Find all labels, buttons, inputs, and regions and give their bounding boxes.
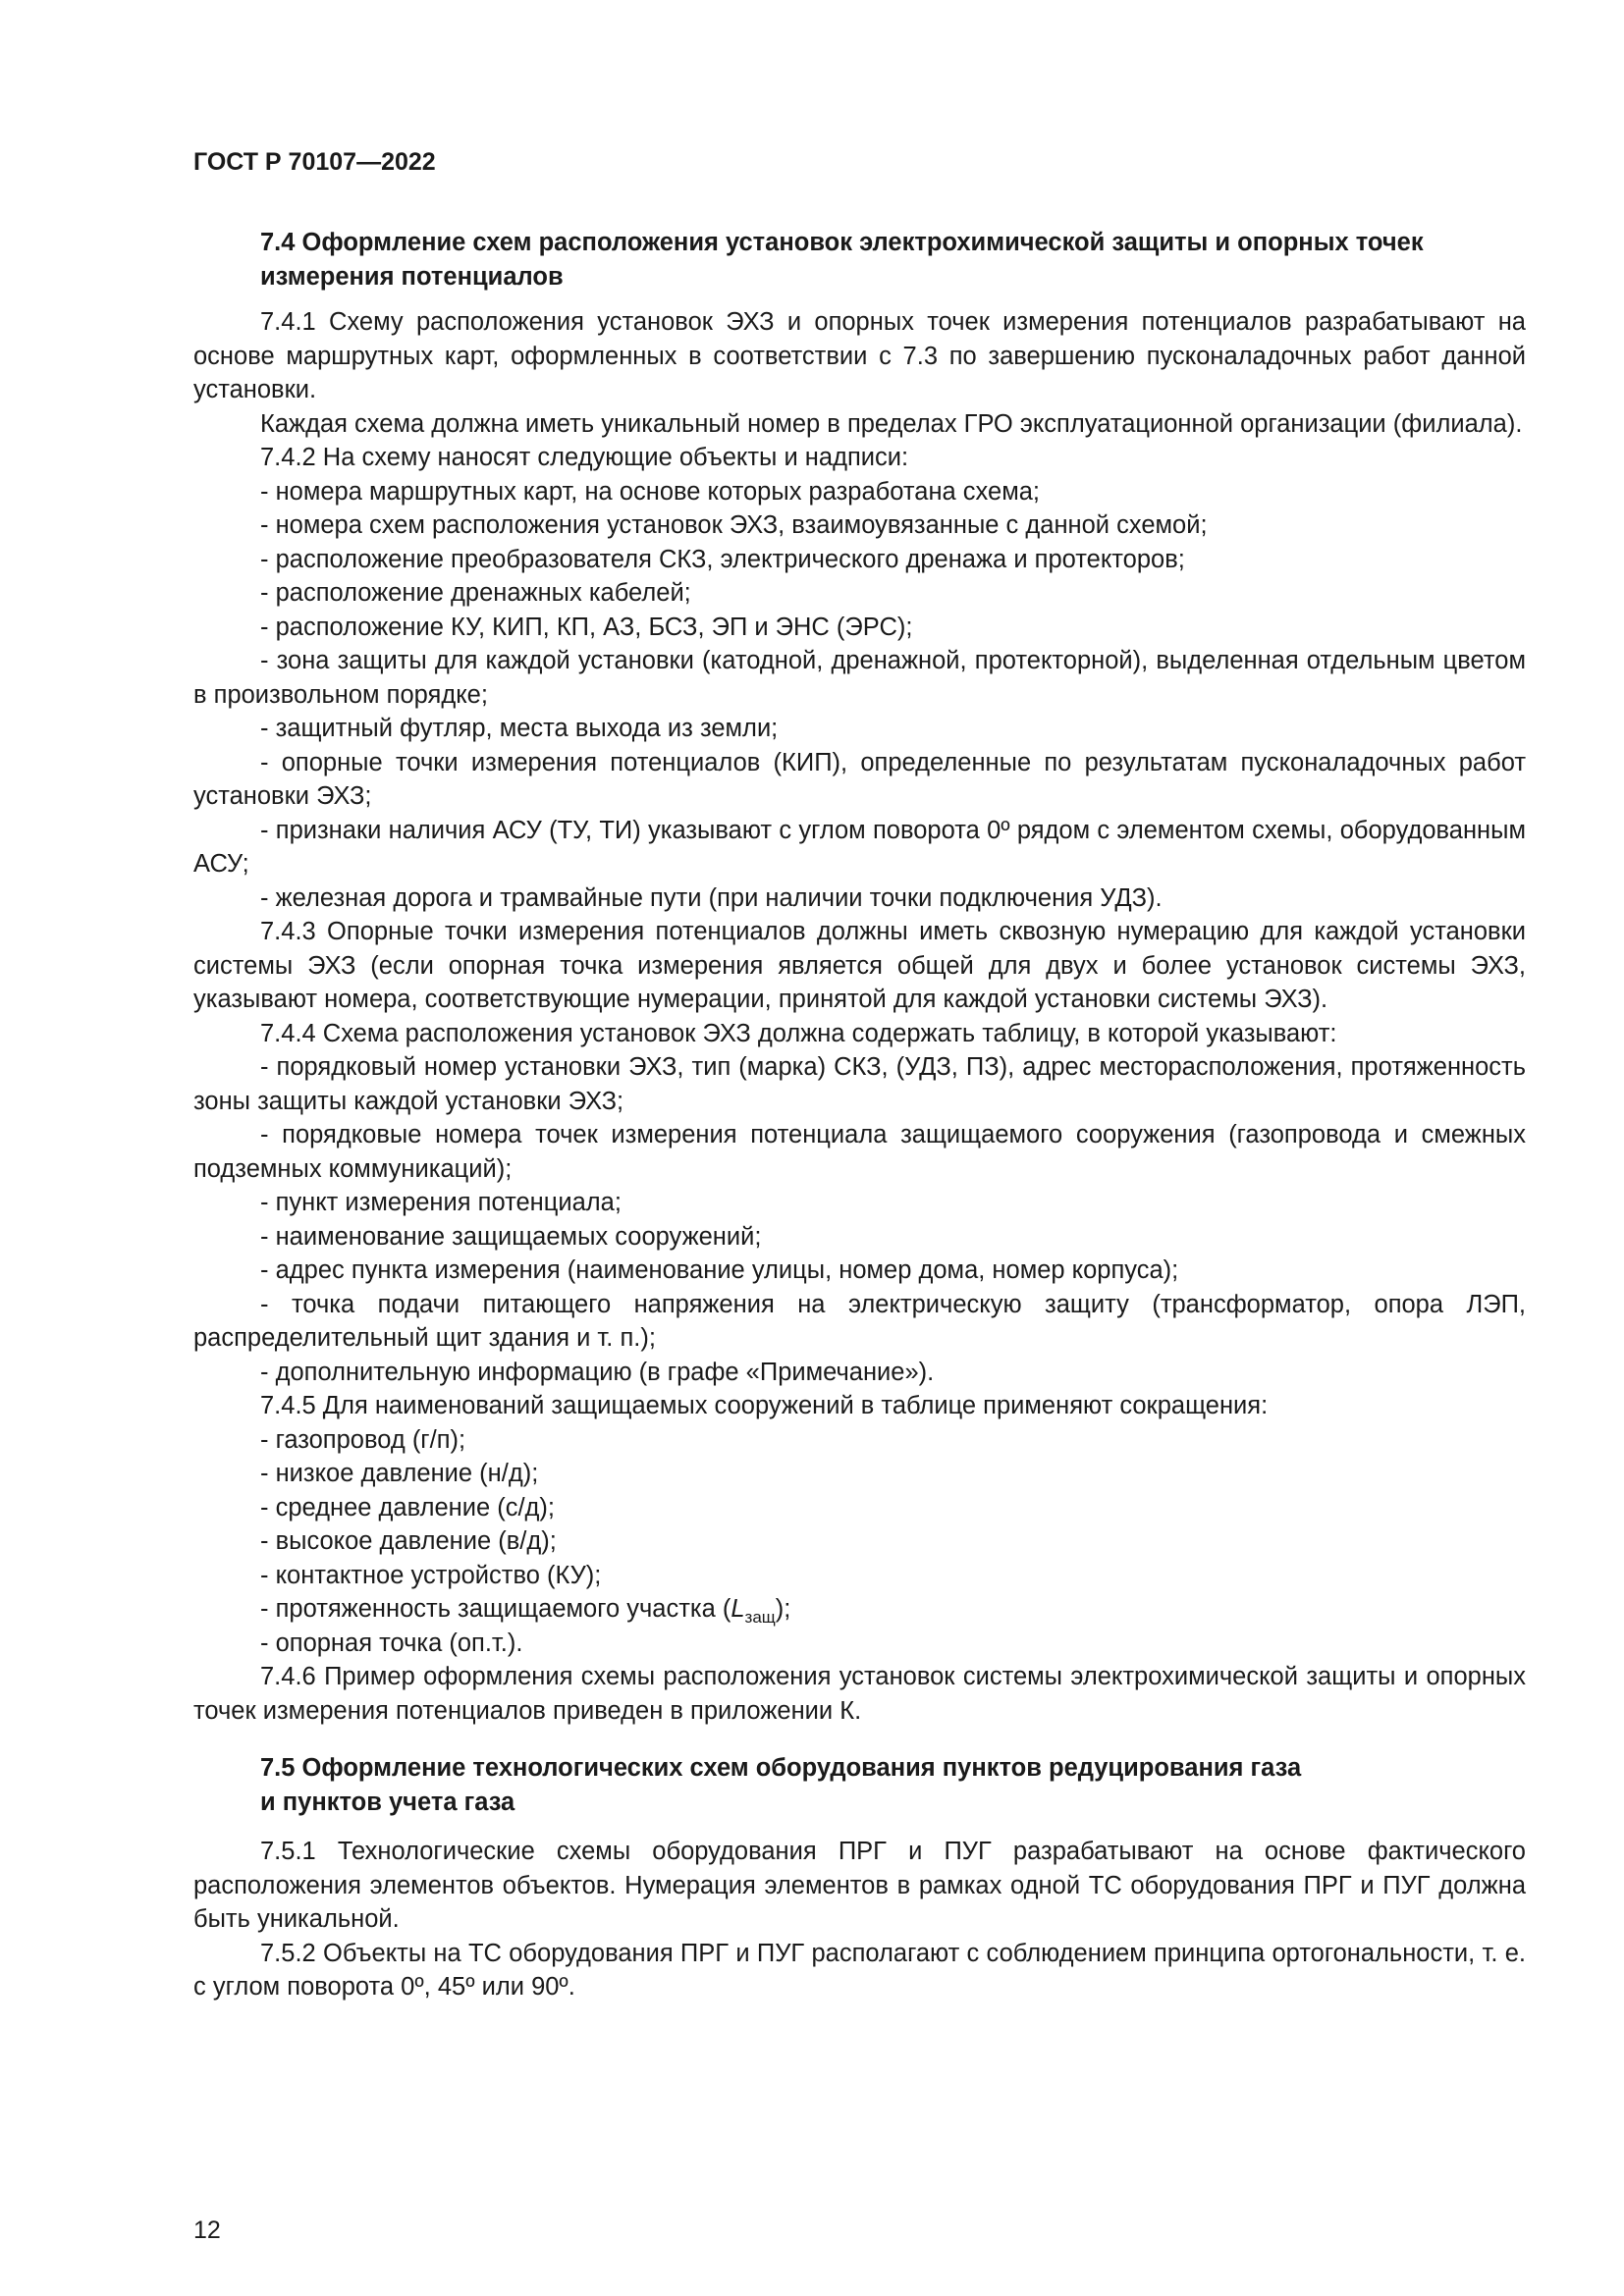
paragraph: Каждая схема должна иметь уникальный номер в пределах ГРО эксплуатационной организации (филиала).	[260, 409, 1523, 438]
paragraph: 7.4.3 Опорные точки измерения потенциалов должны иметь сквозную нумерацию для каждой установки системы ЭХЗ (если опорная точка измерения является общей для двух и более установок системы ЭХЗ, указывают номера, соответствующие нумерации, принятой для каждой установки системы ЭХЗ).	[193, 918, 1526, 1013]
length-item-suffix: );	[775, 1595, 791, 1623]
paragraph: 7.5.1 Технологические схемы оборудования ПРГ и ПУГ разрабатывают на основе фактического расположения элементов объектов. Нумерация элементов в рамках одной ТС оборудования ПРГ и ПУГ должна быть уникальной.	[193, 1838, 1526, 1933]
list-item-length	[193, 1592, 1526, 1627]
list-item: - номера схем расположения установок ЭХЗ, взаимоувязанные с данной схемой;	[260, 511, 1208, 539]
paragraph: 7.5.2 Объекты на ТС оборудования ПРГ и ПУГ располагают с соблюдением принципа ортогональности, т. е. с углом поворота 0º, 45º или 90º.	[193, 1939, 1526, 2001]
section-7-5-title-line1: 7.5 Оформление технологических схем оборудования пунктов редуцирования газа	[260, 1754, 1302, 1782]
list-item: - дополнительную информацию (в графе «Примечание»).	[260, 1358, 935, 1386]
document-code-header: ГОСТ Р 70107—2022	[193, 148, 436, 176]
length-subscript: защ	[744, 1608, 776, 1628]
paragraph: 7.4.5 Для наименований защищаемых сооружений в таблице применяют сокращения:	[260, 1392, 1269, 1419]
list-item: - железная дорога и трамвайные пути (при наличии точки подключения УДЗ).	[260, 883, 1163, 912]
list-item: - точка подачи питающего напряжения на электрическую защиту (трансформатор, опора ЛЭП, распределительный щит здания и т. п.);	[193, 1290, 1526, 1352]
list-item: - защитный футляр, места выхода из земли;	[260, 715, 779, 742]
list-item: - пункт измерения потенциала;	[260, 1189, 622, 1216]
list-item: - признаки наличия АСУ (ТУ, ТИ) указывают с углом поворота 0º рядом с элементом схемы, оборудованным АСУ;	[193, 816, 1526, 878]
document-page	[193, 147, 1526, 2004]
list-item: - опорная точка (оп.т.).	[260, 1629, 523, 1657]
list-item: - номера маршрутных карт, на основе которых разработана схема;	[260, 477, 1040, 506]
paragraph: 7.4.6 Пример оформления схемы расположения установок системы электрохимической защиты и опорных точек измерения потенциалов приведен в приложении К.	[193, 1663, 1526, 1725]
list-item: - среднее давление (с/д);	[260, 1493, 555, 1522]
paragraph: 7.4.2 На схему наносят следующие объекты и надписи:	[260, 444, 909, 471]
list-item: - контактное устройство (КУ);	[260, 1561, 602, 1589]
list-item: - опорные точки измерения потенциалов (КИП), определенные по результатам пусконаладочных работ установки ЭХЗ;	[193, 748, 1526, 810]
list-item: - наименование защищаемых сооружений;	[260, 1222, 762, 1251]
length-item-prefix: - протяженность защищаемого участка (	[260, 1595, 731, 1623]
list-item: - низкое давление (н/д);	[260, 1460, 539, 1487]
section-7-4-title: 7.4 Оформление схем расположения установок электрохимической защиты и опорных точек измерения потенциалов	[260, 229, 1424, 291]
length-symbol: L	[731, 1595, 745, 1623]
list-item: - высокое давление (в/д);	[260, 1527, 557, 1555]
section-7-5-body	[193, 1835, 1526, 2004]
list-item: - расположение дренажных кабелей;	[260, 579, 691, 607]
list-item: - адрес пункта измерения (наименование улицы, номер дома, номер корпуса);	[260, 1256, 1179, 1284]
list-item: - порядковый номер установки ЭХЗ, тип (марка) СКЗ, (УДЗ, ПЗ), адрес месторасположения, протяженность зоны защиты каждой установки ЭХЗ;	[193, 1053, 1526, 1115]
section-7-5-title	[193, 1751, 1526, 1819]
paragraph: 7.4.1 Схему расположения установок ЭХЗ и опорных точек измерения потенциалов разрабатывают на основе маршрутных карт, оформленных в соответствии с 7.3 по завершению пусконаладочных работ данной установки.	[193, 308, 1526, 403]
list-item: - газопровод (г/п);	[260, 1425, 466, 1454]
list-item: - порядковые номера точек измерения потенциала защищаемого сооружения (газопровода и смежных подземных коммуникаций);	[193, 1121, 1526, 1183]
list-item: - расположение преобразователя СКЗ, электрического дренажа и протекторов;	[260, 545, 1185, 573]
section-7-4-body	[193, 305, 1526, 1728]
page-number: 12	[193, 2216, 221, 2244]
paragraph: 7.4.4 Схема расположения установок ЭХЗ должна содержать таблицу, в которой указывают:	[260, 1019, 1337, 1047]
section-7-5-title-line2: и пунктов учета газа	[260, 1788, 515, 1816]
list-item: - расположение КУ, КИП, КП, АЗ, БСЗ, ЭП и ЭНС (ЭРС);	[260, 613, 913, 641]
list-item: - зона защиты для каждой установки (катодной, дренажной, протекторной), выделенная отдельным цветом в произвольном порядке;	[193, 647, 1526, 709]
